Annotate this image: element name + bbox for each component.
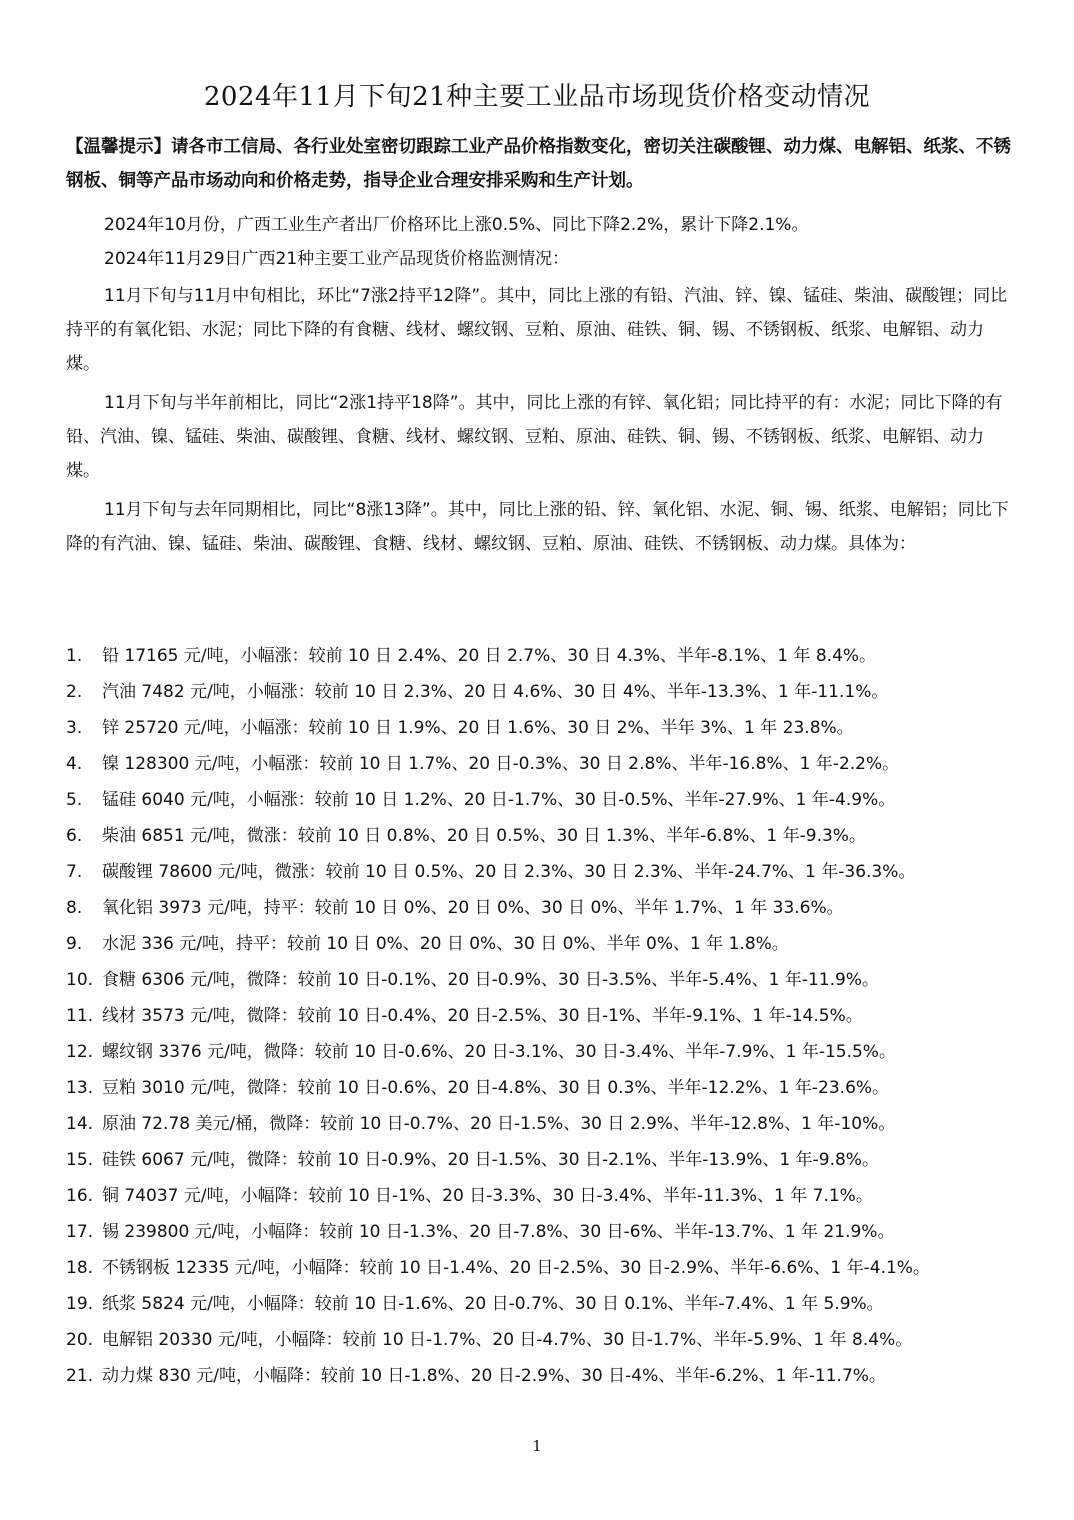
paragraph-3: 11月下旬与11月中旬相比，环比“7涨2持平12降”。其中，同比上涨的有铅、汽油、锌、镍、锰硅、柴油、碳酸锂；同比持平的有氧化铝、水泥；同比下降的有食糖、线材、螺纹钢、豆粕、原油、硅铁、铜、锡、不锈钢板、纸浆、电解铝、动力煤。 [66,286,1008,374]
item-text: 电解铝 20330 元/吨，小幅降：较前 10 日-1.7%、20 日-4.7%、30 日-1.7%、半年-5.9%、1 年 8.4%。 [102,1330,913,1350]
list-item [66,1073,1026,1109]
page-number: 1 [532,1437,542,1455]
list-item [66,1361,1026,1397]
list-item [66,677,1026,713]
list-item [66,749,1026,785]
list-item [66,1217,1026,1253]
item-number: 9. [66,934,83,954]
list-item [66,641,1026,677]
item-text: 碳酸锂 78600 元/吨，微涨：较前 10 日 0.5%、20 日 2.3%、30 日 2.3%、半年-24.7%、1 年-36.3%。 [102,862,916,882]
list-item [66,1037,1026,1073]
list-item [66,893,1026,929]
paragraph-4: 11月下旬与半年前相比，同比“2涨1持平18降”。其中，同比上涨的有锌、氧化铝；同比持平的有：水泥；同比下降的有铅、汽油、镍、锰硅、柴油、碳酸锂、食糖、线材、螺纹钢、豆粕、原油、硅铁、铜、锡、不锈钢板、纸浆、电解铝、动力煤。 [66,393,1003,481]
list-item [66,713,1026,749]
item-number: 17. [66,1222,94,1242]
list-item [66,1001,1026,1037]
list-item [66,1181,1026,1217]
list-item [66,1325,1026,1361]
item-text: 锰硅 6040 元/吨，小幅涨：较前 10 日 1.2%、20 日-1.7%、30 日-0.5%、半年-27.9%、1 年-4.9%。 [102,790,896,810]
item-number: 20. [66,1330,94,1350]
reminder-note: 【温馨提示】请各市工信局、各行业处室密切跟踪工业产品价格指数变化，密切关注碳酸锂、动力煤、电解铝、纸浆、不锈钢板、铜等产品市场动向和价格走势，指导企业合理安排采购和生产计划。 [66,137,1011,191]
item-number: 3. [66,718,83,738]
item-text: 豆粕 3010 元/吨，微降：较前 10 日-0.6%、20 日-4.8%、30 日 0.3%、半年-12.2%、1 年-23.6%。 [102,1078,890,1098]
list-item [66,857,1026,893]
item-number: 6. [66,826,83,846]
list-item [66,821,1026,857]
item-number: 18. [66,1258,94,1278]
item-number: 2. [66,682,83,702]
item-text: 铜 74037 元/吨，小幅降：较前 10 日-1%、20 日-3.3%、30 日-3.4%、半年-11.3%、1 年 7.1%。 [102,1186,873,1206]
list-item [66,929,1026,965]
list-item [66,965,1026,1001]
item-number: 4. [66,754,83,774]
list-item [66,1145,1026,1181]
price-list [66,641,1026,1397]
item-number: 15. [66,1150,94,1170]
item-number: 7. [66,862,83,882]
item-number: 14. [66,1114,94,1134]
item-text: 锡 239800 元/吨，小幅降：较前 10 日-1.3%、20 日-7.8%、30 日-6%、半年-13.7%、1 年 21.9%。 [102,1222,895,1242]
paragraph-5: 11月下旬与去年同期相比，同比“8涨13降”。其中，同比上涨的铅、锌、氧化铝、水泥、铜、锡、纸浆、电解铝；同比下降的有汽油、镍、锰硅、柴油、碳酸锂、食糖、线材、螺纹钢、豆粕、原油、硅铁、不锈钢板、动力煤。具体为： [66,500,1009,554]
item-text: 水泥 336 元/吨，持平：较前 10 日 0%、20 日 0%、30 日 0%、半年 0%、1 年 1.8%。 [102,934,789,954]
item-number: 21. [66,1366,94,1386]
item-text: 柴油 6851 元/吨，微涨：较前 10 日 0.8%、20 日 0.5%、30 日 1.3%、半年-6.8%、1 年-9.3%。 [102,826,866,846]
item-text: 氧化铝 3973 元/吨，持平：较前 10 日 0%、20 日 0%、30 日 0%、半年 1.7%、1 年 33.6%。 [102,898,844,918]
item-number: 13. [66,1078,94,1098]
item-text: 铅 17165 元/吨，小幅涨：较前 10 日 2.4%、20 日 2.7%、30 日 4.3%、半年-8.1%、1 年 8.4%。 [102,646,877,666]
list-item [66,785,1026,821]
item-number: 1. [66,646,83,666]
item-number: 5. [66,790,83,810]
item-number: 11. [66,1006,94,1026]
item-text: 螺纹钢 3376 元/吨，微降：较前 10 日-0.6%、20 日-3.1%、30 日-3.4%、半年-7.9%、1 年-15.5%。 [102,1042,896,1062]
list-item [66,1109,1026,1145]
list-item [66,1289,1026,1325]
item-number: 16. [66,1186,94,1206]
item-text: 动力煤 830 元/吨，小幅降：较前 10 日-1.8%、20 日-2.9%、30 日-4%、半年-6.2%、1 年-11.7%。 [102,1366,886,1386]
list-item [66,1253,1026,1289]
item-text: 硅铁 6067 元/吨，微降：较前 10 日-0.9%、20 日-1.5%、30 日-2.1%、半年-13.9%、1 年-9.8%。 [102,1150,879,1170]
item-text: 原油 72.78 美元/桶，微降：较前 10 日-0.7%、20 日-1.5%、30 日 2.9%、半年-12.8%、1 年-10%。 [102,1114,896,1134]
item-number: 19. [66,1294,94,1314]
item-text: 不锈钢板 12335 元/吨，小幅降：较前 10 日-1.4%、20 日-2.5%、30 日-2.9%、半年-6.6%、1 年-4.1%。 [102,1258,930,1278]
item-text: 纸浆 5824 元/吨，小幅降：较前 10 日-1.6%、20 日-0.7%、30 日 0.1%、半年-7.4%、1 年 5.9%。 [102,1294,884,1314]
item-text: 汽油 7482 元/吨，小幅涨：较前 10 日 2.3%、20 日 4.6%、30 日 4%、半年-13.3%、1 年-11.1%。 [102,682,889,702]
item-text: 镍 128300 元/吨，小幅涨：较前 10 日 1.7%、20 日-0.3%、30 日 2.8%、半年-16.8%、1 年-2.2%。 [102,754,900,774]
item-number: 8. [66,898,83,918]
page-title: 2024年11月下旬21种主要工业品市场现货价格变动情况 [203,82,871,112]
item-number: 10. [66,970,94,990]
paragraph-1: 2024年10月份，广西工业生产者出厂价格环比上涨0.5%、同比下降2.2%，累计下降2.1%。 [104,215,809,235]
item-text: 锌 25720 元/吨，小幅涨：较前 10 日 1.9%、20 日 1.6%、30 日 2%、半年 3%、1 年 23.8%。 [102,718,854,738]
item-text: 食糖 6306 元/吨，微降：较前 10 日-0.1%、20 日-0.9%、30 日-3.5%、半年-5.4%、1 年-11.9%。 [102,970,879,990]
item-text: 线材 3573 元/吨，微降：较前 10 日-0.4%、20 日-2.5%、30 日-1%、半年-9.1%、1 年-14.5%。 [102,1006,863,1026]
item-number: 12. [66,1042,94,1062]
paragraph-2: 2024年11月29日广西21种主要工业产品现货价格监测情况： [104,249,570,269]
